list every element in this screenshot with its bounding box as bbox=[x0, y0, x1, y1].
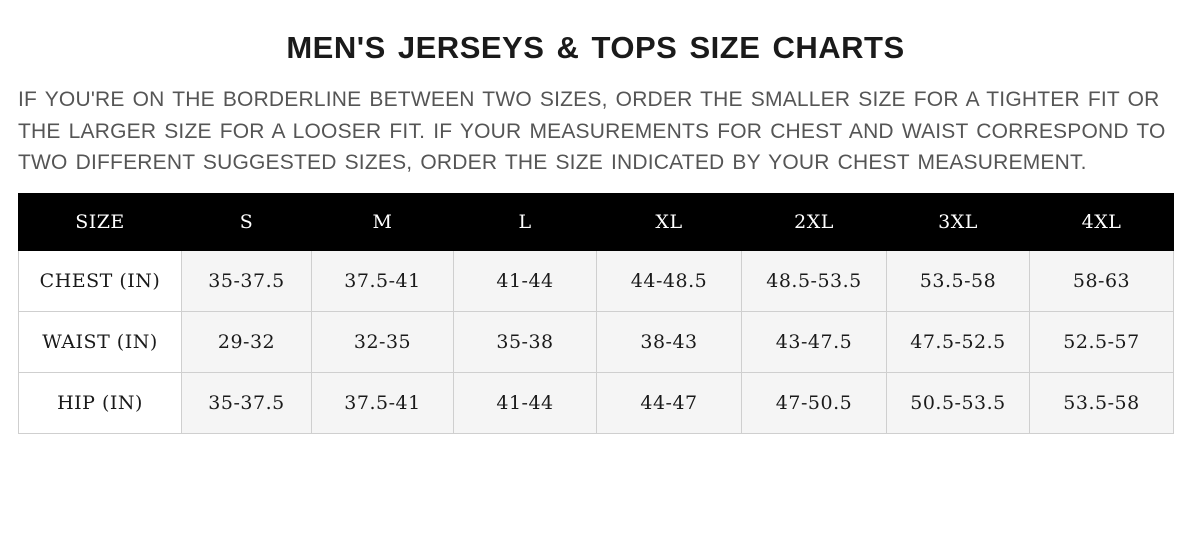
column-header-xl: XL bbox=[597, 193, 742, 250]
cell-waist-m: 32-35 bbox=[312, 311, 454, 372]
cell-waist-xl: 38-43 bbox=[597, 311, 742, 372]
intro-paragraph: IF YOU'RE ON THE BORDERLINE BETWEEN TWO SIZES, ORDER THE SMALLER SIZE FOR A TIGHTER FIT OR THE LARGER SIZE FOR A LOOSER FIT. IF YOUR MEASUREMENTS FOR CHEST AND WAIST CORRESPOND TO TWO DIFFERENT SUGGESTED SIZES, ORDER THE SIZE INDICATED BY YOUR CHEST MEASUREMENT. bbox=[18, 88, 1166, 174]
column-header-4xl: 4XL bbox=[1030, 193, 1174, 250]
column-header-2xl: 2XL bbox=[742, 193, 887, 250]
column-header-s: S bbox=[182, 193, 312, 250]
table-row bbox=[19, 250, 1174, 311]
cell-waist-2xl: 43-47.5 bbox=[742, 311, 887, 372]
column-header-3xl: 3XL bbox=[887, 193, 1030, 250]
column-header-l: L bbox=[454, 193, 597, 250]
cell-hip-m: 37.5-41 bbox=[312, 372, 454, 433]
row-label-waist: WAIST (IN) bbox=[19, 311, 182, 372]
column-header-m: M bbox=[312, 193, 454, 250]
cell-chest-l: 41-44 bbox=[454, 250, 597, 311]
cell-hip-xl: 44-47 bbox=[597, 372, 742, 433]
cell-hip-4xl: 53.5-58 bbox=[1030, 372, 1174, 433]
row-label-chest: CHEST (IN) bbox=[19, 250, 182, 311]
cell-chest-m: 37.5-41 bbox=[312, 250, 454, 311]
page-title: MEN'S JERSEYS & TOPS SIZE CHARTS bbox=[286, 30, 905, 65]
cell-waist-4xl: 52.5-57 bbox=[1030, 311, 1174, 372]
cell-hip-l: 41-44 bbox=[454, 372, 597, 433]
size-chart-page bbox=[0, 30, 1191, 540]
cell-chest-4xl: 58-63 bbox=[1030, 250, 1174, 311]
column-header-size: SIZE bbox=[19, 193, 182, 250]
cell-hip-3xl: 50.5-53.5 bbox=[887, 372, 1030, 433]
cell-waist-l: 35-38 bbox=[454, 311, 597, 372]
table-header bbox=[19, 193, 1174, 250]
cell-hip-2xl: 47-50.5 bbox=[742, 372, 887, 433]
cell-waist-3xl: 47.5-52.5 bbox=[887, 311, 1030, 372]
table-header-row bbox=[19, 193, 1174, 250]
cell-waist-s: 29-32 bbox=[182, 311, 312, 372]
table-row bbox=[19, 372, 1174, 433]
size-chart-table bbox=[18, 193, 1174, 434]
table-body bbox=[19, 250, 1174, 433]
row-label-hip: HIP (IN) bbox=[19, 372, 182, 433]
table-row bbox=[19, 311, 1174, 372]
cell-chest-3xl: 53.5-58 bbox=[887, 250, 1030, 311]
cell-hip-s: 35-37.5 bbox=[182, 372, 312, 433]
size-chart-table-wrapper bbox=[18, 193, 1173, 434]
cell-chest-s: 35-37.5 bbox=[182, 250, 312, 311]
cell-chest-2xl: 48.5-53.5 bbox=[742, 250, 887, 311]
cell-chest-xl: 44-48.5 bbox=[597, 250, 742, 311]
